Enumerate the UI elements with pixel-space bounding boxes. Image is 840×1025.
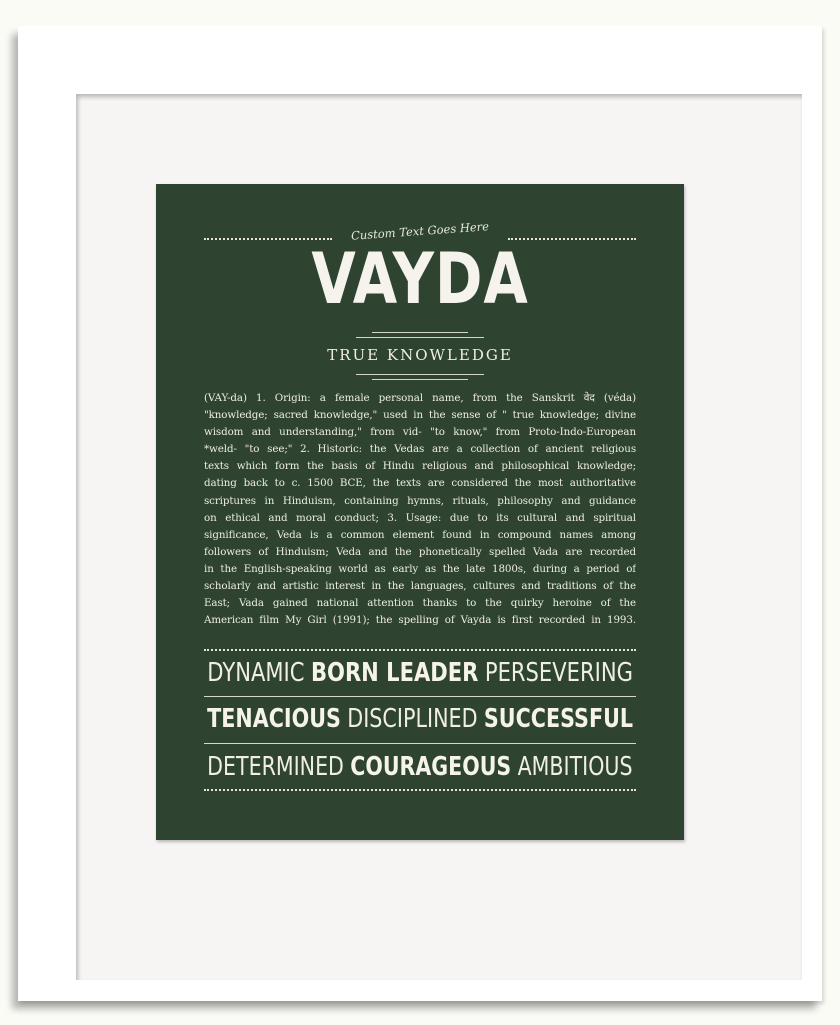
trait-word: TENACIOUS [207, 704, 341, 734]
definition-text [204, 390, 636, 629]
definition-line: East; Vada gained national attention thanks to the quirky heroine of the [204, 597, 636, 610]
traits-row-words [204, 658, 636, 688]
name-art-print [156, 184, 684, 840]
traits-divider-1 [204, 696, 636, 697]
trait-word: DETERMINED [207, 752, 344, 782]
definition-line: texts which form the basis of Hindu religious and philosophical knowledge; [204, 460, 636, 473]
definition-line: American film My Girl (1991); the spelling of Vayda is first recorded in 1993. [204, 614, 636, 627]
definition-line: in the English-speaking world as early as the late 1800s, during a period of [204, 562, 636, 575]
traits-bottom-dotted-line [204, 789, 636, 791]
traits-row-2 [204, 704, 636, 740]
trait-word: DISCIPLINED [347, 704, 478, 734]
meaning-underline-2 [372, 379, 468, 380]
definition-line: significance, Veda is a common element found in compound names among [204, 528, 636, 541]
traits-top-dotted-line [204, 649, 636, 651]
trait-word: SUCCESSFUL [483, 704, 634, 734]
definition-line: scriptures in Hinduism, containing hymns, rituals, philosophy and guidance [204, 494, 636, 507]
traits-row-3 [204, 752, 636, 788]
traits-row-1 [204, 658, 636, 694]
name-underline-1 [372, 332, 468, 333]
trait-word: AMBITIOUS [517, 752, 633, 782]
definition-line: "knowledge; sacred knowledge," used in the sense of " true knowledge; divine [204, 409, 636, 422]
definition-line: followers of Hinduism; Veda and the phonetically spelled Vada are recorded [204, 545, 636, 558]
traits-row-words [204, 752, 636, 782]
name-meaning: TRUE KNOWLEDGE [327, 346, 513, 364]
definition-line: dating back to c. 1500 BCE, the texts are considered the most authoritative [204, 477, 636, 490]
trait-word: COURAGEOUS [350, 752, 512, 782]
traits-divider-2 [204, 743, 636, 744]
name-title: VAYDA [311, 238, 529, 320]
name-underline-2 [356, 337, 484, 338]
definition-line: scholarly and artistic interest in the languages, cultures and traditions of the [204, 580, 636, 593]
definition-line: (VAY-da) 1. Origin: a female personal name, from the Sanskrit वेद (véda) [204, 392, 636, 404]
definition-line: *weld- "to see;" 2. Historic: the Vedas are a collection of ancient religious [204, 443, 636, 456]
definition-line: on ethical and moral conduct; 3. Usage: due to its cultural and spiritual [204, 511, 636, 524]
meaning-underline-1 [356, 374, 484, 375]
traits-row-words [204, 704, 636, 734]
trait-word: BORN LEADER [310, 658, 479, 688]
trait-word: DYNAMIC [207, 658, 305, 688]
custom-text: Custom Text Goes Here [350, 219, 490, 243]
trait-word: PERSEVERING [484, 658, 633, 688]
definition-line: wisdom and understanding," from vid- "to know," from Proto-Indo-European [204, 426, 636, 439]
